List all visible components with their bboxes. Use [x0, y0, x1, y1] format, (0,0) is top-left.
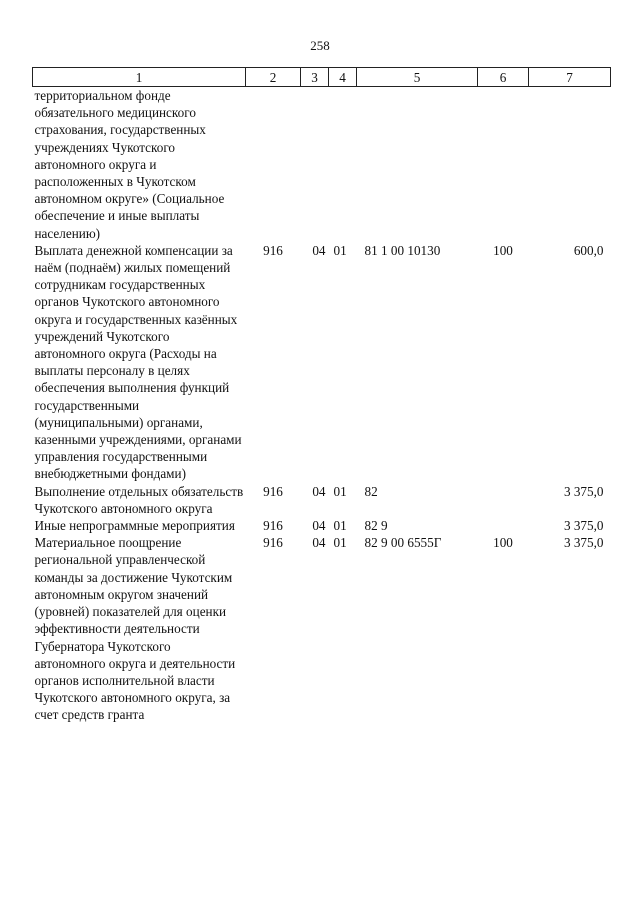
row-section	[301, 87, 329, 242]
row-name: Материальное поощрение региональной управленческой команды за достижение Чукотским автономным округом значений (уровней) показателей для оценки эффективности деятельности Губернатора Чукотского автономного округа и деятельности органов исполнительной власти Чукотского автономного округа, за счет средств гранта	[34, 535, 236, 723]
header-row	[33, 68, 611, 87]
header-col-4: 4	[329, 68, 357, 87]
row-section: 04	[312, 518, 326, 534]
header-col-6: 6	[478, 68, 529, 87]
header-col-2: 2	[246, 68, 301, 87]
row-expense-type	[478, 87, 529, 242]
row-section: 04	[312, 483, 326, 499]
row-expense-type	[478, 517, 529, 534]
row-subsection: 01	[333, 483, 347, 499]
row-sum: 3 375,0	[563, 483, 604, 499]
row-sum	[529, 87, 611, 242]
budget-table	[32, 67, 611, 724]
row-code: 916	[263, 483, 283, 499]
row-name: территориальном фонде обязательного медицинского страхования, государственных учреждениях Чукотского автономного округа и расположенных в Чукотском автономном округе» (Социальное обеспечение и иные выплаты населению)	[34, 88, 225, 241]
row-name: Выполнение отдельных обязательств Чукотского автономного округа	[34, 483, 244, 516]
header-col-7: 7	[529, 68, 611, 87]
row-sum: 3 375,0	[563, 535, 604, 551]
row-name: Иные непрограммные мероприятия	[34, 518, 235, 534]
row-code	[246, 87, 301, 242]
table-row	[33, 483, 611, 517]
row-subsection	[329, 87, 357, 242]
row-code: 916	[263, 242, 283, 258]
header-col-3: 3	[301, 68, 329, 87]
table-row	[33, 534, 611, 723]
row-expense-type: 100	[493, 535, 513, 551]
row-code: 916	[263, 535, 283, 551]
row-section: 04	[312, 242, 326, 258]
row-subsection: 01	[333, 535, 347, 551]
row-expense-type	[478, 483, 529, 517]
row-expense-type: 100	[493, 242, 513, 258]
row-section: 04	[312, 535, 326, 551]
row-subsection: 01	[333, 242, 347, 258]
table-row	[33, 242, 611, 483]
row-target-article: 82 9 00 6555Г	[364, 535, 442, 551]
table-header	[33, 68, 611, 87]
row-sum: 600,0	[573, 242, 604, 258]
row-target-article: 82	[364, 483, 378, 499]
table-body	[33, 87, 611, 724]
page-number: 258	[310, 38, 330, 53]
row-target-article: 81 1 00 10130	[364, 242, 441, 258]
header-col-5: 5	[357, 68, 478, 87]
row-code: 916	[263, 518, 283, 534]
table-row	[33, 87, 611, 242]
row-target-article: 82 9	[364, 518, 388, 534]
row-subsection: 01	[333, 518, 347, 534]
table-row	[33, 517, 611, 534]
row-name: Выплата денежной компенсации за наём (поднаём) жилых помещений сотрудникам государственных органов Чукотского автономного округа и государственных казённых учреждений Чукотского автономного округа (Расходы на выплаты персоналу в целях обеспечения выполнения функций государственными (муниципальными) органами, казенными учреждениями, органами управления государственными внебюджетными фондами)	[34, 242, 242, 482]
row-sum: 3 375,0	[563, 518, 604, 534]
row-target-article	[357, 87, 478, 242]
header-col-1: 1	[33, 68, 246, 87]
